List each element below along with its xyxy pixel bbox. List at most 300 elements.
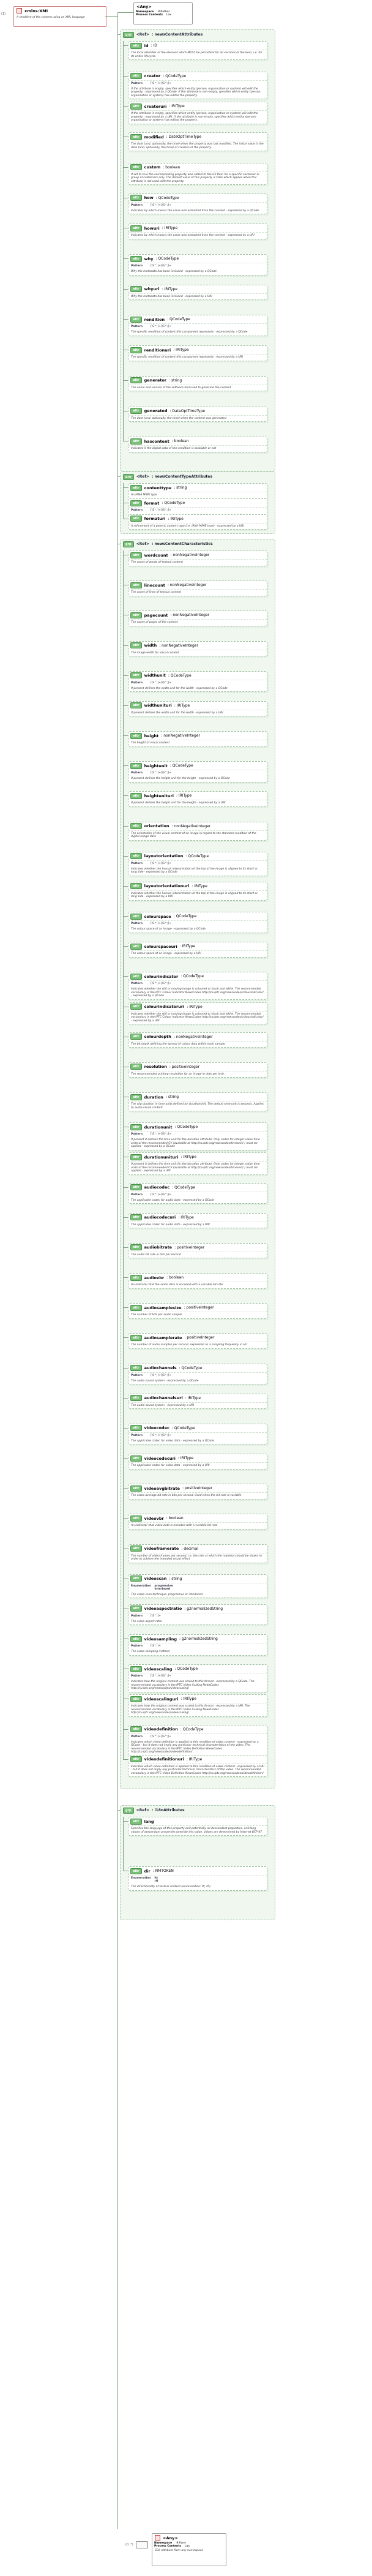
attribute-type: : nonNegativeInteger [159,643,198,648]
attribute-colourindicatoruri[interactable] [128,1002,267,1025]
root-multiplicity: (1) [1,12,6,16]
attribute-tag: attr [130,1575,142,1582]
pattern-value: [\S^;]+[\S^;]+ [151,772,171,775]
attribute-name: audiosamplerate [144,1335,182,1340]
attribute-header [128,581,267,590]
attribute-tag: attr [130,1275,142,1281]
attribute-resolution[interactable] [128,1062,267,1078]
attribute-connector [123,1307,128,1308]
group-ref-prefix: <Ref> [136,1808,149,1812]
attribute-connector [123,1821,128,1822]
attribute-type: : QCodeType [180,1727,204,1732]
attribute-type: : nonNegativeInteger [170,553,210,557]
attribute-videodefinitionuri[interactable] [128,1755,267,1778]
attribute-tag: attr [130,552,142,558]
attribute-videoaspectratio[interactable] [128,1604,267,1626]
attribute-name: howuri [144,225,160,231]
attribute-connector [123,1277,128,1278]
attribute-tag: attr [130,1545,142,1552]
attribute-group-newsContentAttributes [120,29,275,471]
footer-any-box[interactable] [152,2533,226,2566]
attribute-description: The count of lines of textual content [131,591,181,595]
pattern-label: Pattern [131,1735,143,1738]
attribute-connector [123,1729,128,1730]
attribute-header [128,1484,267,1493]
attribute-colourdepth[interactable] [128,1032,267,1048]
attribute-name: layoutorientation [144,854,184,859]
attribute-type: : IRIType [180,1155,196,1160]
attribute-description: Indicates by which means the value was extracted from the content - expressed by a QCode [131,209,259,212]
attribute-widthunituri[interactable] [128,701,267,717]
attribute-connector [123,886,128,887]
attribute-audiocodecuri[interactable] [128,1213,267,1229]
group-tag: grp [123,32,134,38]
pattern-value: [\S^;]+[\S^;]+ [151,1373,171,1377]
root-element-description: A renditive of the content using an XML language [17,16,85,19]
attribute-pattern [128,861,267,866]
attribute-tag: attr [130,733,142,739]
attribute-type: : QCodeType [155,195,179,200]
attribute-pattern [128,324,267,329]
attribute-connector [123,1488,128,1489]
attribute-type: : decimal [181,1546,198,1551]
attribute-type: : QCodeType [163,73,187,78]
attribute-connector [123,1337,128,1338]
attribute-audiobitrate[interactable] [128,1243,267,1259]
attribute-connector [123,916,128,917]
attribute-type: : IRIType [178,1215,194,1220]
attribute-header [128,1454,267,1463]
attribute-connector [123,1458,128,1459]
attribute-type: : QCodeType [155,257,179,261]
attribute-tag: attr [130,73,142,79]
attribute-pattern [128,921,267,926]
attribute-name: dir [144,1868,151,1874]
attribute-name: linecount [144,582,165,588]
attribute-tag: attr [130,438,142,445]
attribute-creator[interactable] [128,72,267,100]
attribute-type: : IRIType [173,348,189,353]
attribute-enumeration [128,1876,267,1884]
attribute-videodefinition[interactable] [128,1725,267,1756]
attribute-header [128,377,267,385]
group-header [123,31,203,38]
attribute-generated[interactable] [128,407,267,422]
attribute-name: hascontent [144,438,169,444]
footer-any-label: <Any> [163,2535,178,2540]
attribute-name: videoavgbitrate [144,1485,180,1491]
attribute-connector [123,258,128,259]
group-connector [118,1810,121,1811]
attribute-description: The applicable codec for audio data - expressed by a QCode [131,1198,215,1202]
pattern-value: [\S^;]+[\S^;]+ [151,81,171,85]
attribute-description: The clip duration in time units defined by durationUnit. The default time unit is seconds. Applies to audio-visual content. [131,1103,264,1110]
attribute-group-i18nAttributes [120,1805,275,1920]
attribute-description: The name and version of the software tool used to generate the content [131,386,231,389]
attribute-type: : IRIType [177,1456,194,1461]
enumeration-value: rtl [154,1880,158,1883]
attribute-name: audiovbr [144,1275,165,1280]
attribute-videoavgbitrate[interactable] [128,1484,267,1500]
attribute-connector [123,826,128,827]
attribute-description: Indicates by which means the value was extracted from the content - expressed by a URI [131,234,255,238]
attribute-width[interactable] [128,641,267,657]
attribute-heightunituri[interactable] [128,791,267,807]
attribute-type: : IRIType [162,226,178,231]
pattern-value: [\S^;]+[\S^;]+ [151,922,171,926]
attribute-header [128,1153,267,1162]
attribute-tag: attr [130,195,142,201]
attribute-description: Indicates whether the human interpretation of the top of the image is aligned to its short or long side - expressed by a URI [131,892,258,899]
root-element-box[interactable] [13,6,106,27]
attribute-name: videoaspectratio [144,1606,182,1612]
attribute-tag: attr [130,1395,142,1401]
attribute-header [128,1364,267,1373]
attribute-type: : IRIType [180,1697,196,1702]
attribute-creatoruri[interactable] [128,102,267,124]
attribute-description: The specific rendition of content this component represents - expressed by a URI [131,356,244,359]
attribute-header [128,1003,267,1012]
pattern-value: [\S^;]+[\S^;]+ [151,203,171,207]
attribute-description: Indicates which video definition is applied to this rendition of video content - expressed by a URI - but it does not imply any particular technical characteristics of the video. The recommended vocabulary is the IPTC Video Definition NewsCodes http://cv.iptc.org/newscodes/videodefinition/ [131,1765,264,1775]
attribute-audiosamplesize[interactable] [128,1303,267,1319]
attribute-description: The date (and, optionally, the time) when the property was last modified. The initial value is the date (and, optionally, the time) of creation of the property. [131,143,264,149]
pattern-label: Pattern [131,325,143,329]
attribute-pattern [128,508,267,513]
attribute-description: The recommended printing resolution for an image in dots per inch. [131,1072,225,1076]
attribute-type: : QCodeType [169,764,193,768]
attribute-howuri[interactable] [128,223,267,239]
attribute-connector [123,705,128,706]
attribute-description: If present it defines the time unit for the duration attribute. Only codes for integer value time units of the recommended CV (available at http://cv.iptc.org/newscodes/timeunit/ ) must be applied - expressed by a URI [131,1163,260,1173]
attribute-description: If present defines the height unit for the heigth - expressed by a QCode [131,777,230,781]
attribute-whyuri[interactable] [128,285,267,301]
attribute-description: An indicator that the audio data is encoded with a variable bit rate [131,1283,223,1287]
footer-sequence [125,2541,148,2548]
attribute-duration[interactable] [128,1092,267,1111]
group-inner-trunk [123,1817,124,1871]
attribute-audiochannels[interactable] [128,1364,267,1385]
attribute-header [128,1545,267,1553]
attribute-tag: attr [130,317,142,323]
attribute-orientation[interactable] [128,822,267,841]
attribute-tag: attr [130,1064,142,1070]
attribute-name: formaturi [144,516,166,522]
attribute-tag: attr [130,1004,142,1010]
attribute-audiocodec[interactable] [128,1183,267,1204]
attribute-header [128,972,267,981]
attribute-type: : QCodeType [167,317,190,322]
attribute-videoframerate[interactable] [128,1544,267,1563]
attribute-name: colourindicatoruri [144,1004,185,1010]
attribute-tag: attr [130,1124,142,1130]
attribute-tag: attr [130,408,142,414]
enumeration-label: Enumeration [131,1584,151,1588]
attribute-type: : QCodeType [185,854,209,858]
attribute-name: audiocodec [144,1185,170,1190]
attribute-pattern [128,1613,267,1619]
group-inner-trunk [123,550,124,1760]
attribute-header [128,822,267,831]
attribute-type: : QCodeType [180,974,204,979]
attribute-pattern [128,1734,267,1740]
attribute-name: lang [144,1819,154,1824]
attribute-tag: attr [130,702,142,708]
sequence-icon [136,2541,148,2548]
attribute-widthunit[interactable] [128,671,267,693]
attribute-name: custom [144,165,161,170]
attribute-header [128,1665,267,1673]
attribute-tag: attr [130,500,142,506]
attribute-type: : nonNegativeInteger [171,824,211,828]
attribute-videosampling[interactable] [128,1634,267,1656]
attribute-videoscalinguri[interactable] [128,1694,267,1717]
attribute-tag: attr [130,793,142,799]
group-inner-trunk [123,41,124,441]
attribute-name: videocodec [144,1425,169,1431]
attribute-connector [123,1398,128,1399]
attribute-type: : nonNegativeInteger [170,613,210,618]
attribute-header [128,882,267,891]
attribute-name: generated [144,408,168,414]
attribute-pattern [128,1433,267,1438]
attribute-videoscan[interactable] [128,1574,267,1599]
attribute-description: The applicable codec for video data - expressed by a QCode [131,1439,214,1443]
attribute-durationunituri[interactable] [128,1152,267,1175]
attribute-audiosamplerate[interactable] [128,1333,267,1349]
attribute-header [128,1867,267,1876]
attribute-rendition[interactable] [128,315,267,336]
attribute-tag: attr [130,1154,142,1160]
pattern-label: Pattern [131,922,143,926]
attribute-name: colourindicator [144,974,179,979]
attribute-header [128,133,267,141]
attribute-header [128,732,267,740]
attribute-header [128,1093,267,1102]
attribute-tag: attr [130,642,142,648]
attribute-layoutorientation[interactable] [128,852,267,876]
attribute-tag: attr [130,1305,142,1311]
attribute-description: Why the metadata has been included - expressed by a QCode [131,270,217,273]
attribute-tag: attr [130,516,142,522]
attribute-dir[interactable] [128,1866,267,1891]
pattern-value: [\S^;]+[\S^;]+ [151,1133,171,1136]
attribute-type: : IRIType [174,703,190,708]
footer-any-icon [155,2535,160,2540]
attribute-header [128,852,267,861]
attribute-tag: attr [130,672,142,678]
attribute-name: audiocodecuri [144,1215,176,1220]
attribute-pattern [128,263,267,269]
pattern-value: [\S^;]+ [151,1645,161,1648]
attribute-heightunit[interactable] [128,761,267,783]
attribute-type: : string [169,1576,182,1581]
attribute-type: : QCodeType [174,1667,198,1672]
attribute-tag: attr [130,1515,142,1522]
attribute-name: why [144,256,154,261]
attribute-why[interactable] [128,254,267,276]
attribute-header [128,1817,267,1826]
pattern-value: [\S^;]+[\S^;]+ [151,509,171,513]
attribute-description: The number of audio samples per second, expressed as a sampling frequency in Hz [131,1343,247,1347]
attribute-type: : nonNegativeInteger [161,734,200,738]
attribute-videoscaling[interactable] [128,1664,267,1692]
attribute-contenttype[interactable] [128,483,267,499]
attribute-audiovbr[interactable] [128,1273,267,1289]
attribute-wordcount[interactable] [128,550,267,566]
attribute-colourindicator[interactable] [128,972,267,1000]
attribute-videocodec[interactable] [128,1424,267,1445]
attribute-tag: attr [130,1868,142,1874]
attribute-modified[interactable] [128,132,267,151]
attribute-header [128,1635,267,1643]
attribute-name: videodefinition [144,1727,178,1732]
attribute-description: Why the metadata has been included - expressed by a URI [131,295,212,298]
attribute-header [128,1725,267,1734]
any-element-rows [134,10,192,17]
pattern-value: [\S^;]+[\S^;]+ [151,265,171,268]
group-ref-prefix: <Ref> [136,475,149,479]
attribute-description: The orientation of the visual content of an image in regard to the standard rendition of the digital image data [131,832,256,839]
attribute-type: : QCodeType [168,673,192,678]
pattern-value: [\S^;]+[\S^;]+ [151,1433,171,1437]
attribute-name: rendition [144,317,165,322]
attribute-custom[interactable] [128,163,267,186]
attribute-layoutorientationuri[interactable] [128,882,267,901]
attribute-name: videosampling [144,1636,177,1642]
attribute-colourspace[interactable] [128,912,267,933]
any-element-box[interactable] [133,2,193,24]
attribute-pattern [128,203,267,208]
attribute-header [128,42,267,50]
pattern-label: Pattern [131,509,143,513]
attribute-connector [123,487,128,488]
attribute-header [128,1424,267,1433]
group-ref-prefix: <Ref> [136,32,149,37]
attribute-hascontent[interactable] [128,437,267,452]
attribute-description: A refinement of a generic content type (i.e. IANA MIME type) - expressed by a URI [131,524,244,528]
attribute-pagecount[interactable] [128,610,267,626]
attribute-header [128,285,267,294]
attribute-tag: attr [130,763,142,769]
attribute-name: heightunituri [144,793,174,798]
attribute-type: : g2normalizedString [184,1606,223,1611]
attribute-connector [123,1518,128,1519]
pattern-label: Pattern [131,265,143,268]
root-element-name: xmlns:XMI [24,8,48,13]
attribute-tag: attr [130,1455,142,1462]
attribute-how[interactable] [128,193,267,215]
attribute-tag: attr [130,43,142,49]
attribute-description: If set to true the corresponding property was added to the G2 Item for a specific customer or group of customers only. The default value of this property is false which applies when this attribute is not used with the property. [131,173,260,183]
attribute-description: Indicates which video definition is applied to this rendition of video content - expressed by a QCode - but it does not imply any particular technical characteristics of the video. The recommended vocabulary is the IPTC Video Definition NewsCodes http://cv.iptc.org/newscodes/videodefinition/ [131,1740,259,1754]
attribute-tag: attr [130,914,142,920]
attribute-description: The colour space of an image - expressed by a QCode [131,928,206,931]
attribute-header [128,611,267,620]
attribute-header [128,437,267,446]
attribute-connector [123,45,128,46]
attribute-durationunit[interactable] [128,1122,267,1151]
attribute-linecount[interactable] [128,580,267,596]
attribute-description: If the attribute is empty, specifies which entity (person, organisation or system) will edit the property - expressed by a URI. If the attribute is non-empty, specifies which entity (person, organisation or system) has edited the property. [131,112,258,122]
attribute-tag: attr [130,1696,142,1702]
attribute-header [128,163,267,172]
attribute-description: If present defines the height unit for the heigth - expressed by a URI [131,802,226,805]
attribute-renditionuri[interactable] [128,345,267,361]
attribute-header [128,792,267,800]
attribute-header [128,72,267,81]
attribute-type: : QCodeType [173,914,197,919]
attribute-description: Specifies the language of this property and potentially all descendant properties. xml:lang values of descendant properties override this value. Values are determined by Internet BCP 47. [131,1827,263,1834]
attribute-description: The bit depth defining the spread of colour data within each sample. [131,1042,226,1046]
attribute-id[interactable] [128,41,267,60]
attribute-header [128,551,267,560]
group-ref-prefix: <Ref> [136,542,149,546]
attribute-description: Indicates how the original content was scaled to this format - expressed by a QCode. The recommended vocabulary is the IPTC Video Scaling NewsCodes http://cv.iptc.org/newscodes/videoscaling/ [131,1680,255,1691]
enumeration-value: interlaced [154,1587,171,1591]
attribute-header [128,642,267,650]
attribute-description: The colour space of an image - expressed by a URI [131,952,201,956]
any-row-value: Lax [166,13,172,17]
attribute-header [128,1123,267,1132]
attribute-type: : positiveInteger [184,1335,215,1340]
attribute-name: pagecount [144,612,168,618]
attribute-colourspaceuri[interactable] [128,942,267,958]
footer-any-row-key: Process Contents [154,2545,182,2548]
pattern-label: Pattern [131,862,143,865]
attribute-header [128,1575,267,1583]
attribute-pattern [128,81,267,86]
attribute-description: If present defines the width unit for the width - expressed by a URI [131,711,223,715]
pattern-value: [\S^;]+[\S^;]+ [151,1193,171,1196]
attribute-type: : positiveInteger [169,1064,199,1069]
attribute-type: : QCodeType [174,1125,198,1130]
attribute-description: The height of visual content [131,742,170,745]
attribute-connector [123,106,128,107]
attribute-tag: attr [130,1214,142,1220]
attribute-name: format [144,500,160,506]
attribute-type: : string [169,378,182,383]
attribute-connector [123,167,128,168]
attribute-formaturi[interactable] [128,514,267,530]
attribute-name: heightunit [144,763,168,768]
attribute-header [128,1244,267,1252]
attribute-audiochannelsuri[interactable] [128,1394,267,1410]
attribute-description: The video scan technique, progressive or interlaced [131,1593,203,1596]
attribute-videovbr[interactable] [128,1514,267,1530]
attribute-header [128,499,267,508]
attribute-lang[interactable] [128,1817,267,1836]
attribute-videocodecuri[interactable] [128,1454,267,1470]
attribute-description: The image width for visual content [131,651,179,655]
attribute-tag: attr [130,1425,142,1431]
attribute-connector [123,1759,128,1760]
attribute-description: The number of video frames per second, i.e. the rate at which the material should be shown in order to achieve the intended visual effect [131,1554,262,1561]
attribute-generator[interactable] [128,376,267,392]
pattern-value: [\S^;]+[\S^;]+ [151,982,171,986]
attribute-height[interactable] [128,731,267,747]
attribute-header [128,346,267,355]
attribute-name: wordcount [144,552,168,558]
attribute-description: The audio sound system - expressed by a URI [131,1403,195,1407]
attribute-connector [123,319,128,320]
attribute-description: The specific rendition of content this component represents - expressed by a QCode [131,331,248,334]
attribute-description: Indicates if the digital data of this rendition is available or not [131,447,217,451]
attribute-connector [123,1187,128,1188]
attribute-connector [123,976,128,977]
attribute-description: The video sampling method [131,1650,169,1654]
attribute-header [128,912,267,921]
